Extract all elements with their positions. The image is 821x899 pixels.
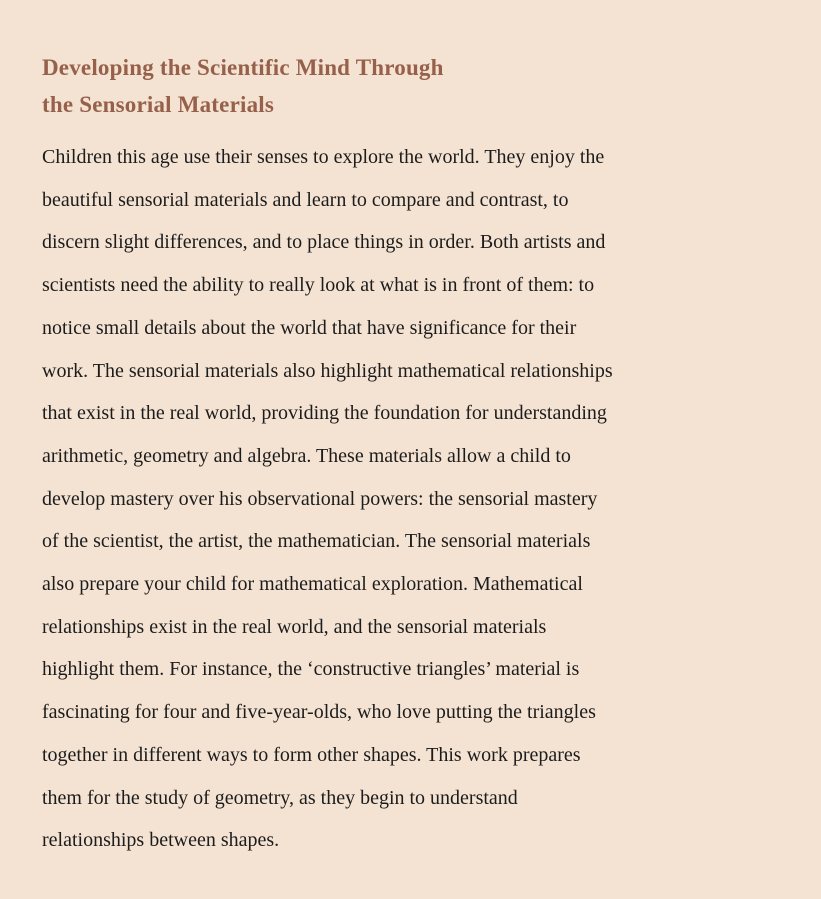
body-line: work. The sensorial materials also highlight mathematical relationships (42, 359, 613, 382)
body-line: also prepare your child for mathematical exploration. Mathematical (42, 573, 583, 596)
body-line: together in different ways to form other shapes. This work prepares (42, 743, 581, 766)
body-line: notice small details about the world that have significance for their (42, 316, 577, 339)
body-line: fascinating for four and five-year-olds, who love putting the triangles (42, 701, 596, 724)
page-title-line-2: the Sensorial Materials (42, 92, 275, 117)
body-line: scientists need the ability to really look at what is in front of them: to (42, 274, 595, 297)
body-line: them for the study of geometry, as they begin to understand (42, 786, 518, 809)
body-line: Children this age use their senses to explore the world. They enjoy the (42, 146, 605, 168)
body-line: of the scientist, the artist, the mathematician. The sensorial materials (42, 530, 591, 553)
body-paragraph (42, 136, 785, 862)
body-line: develop mastery over his observational powers: the sensorial mastery (42, 487, 598, 510)
body-line: discern slight differences, and to place things in order. Both artists and (42, 231, 606, 254)
body-line: arithmetic, geometry and algebra. These materials allow a child to (42, 444, 571, 467)
page-title (42, 49, 785, 123)
body-line: relationships exist in the real world, and the sensorial materials (42, 615, 547, 638)
body-line: highlight them. For instance, the ‘constructive triangles’ material is (42, 658, 580, 681)
body-line: relationships between shapes. (42, 829, 280, 852)
page-title-line-1: Developing the Scientific Mind Through (42, 55, 444, 80)
body-line: beautiful sensorial materials and learn to compare and contrast, to (42, 188, 569, 211)
body-line: that exist in the real world, providing the foundation for understanding (42, 402, 607, 425)
